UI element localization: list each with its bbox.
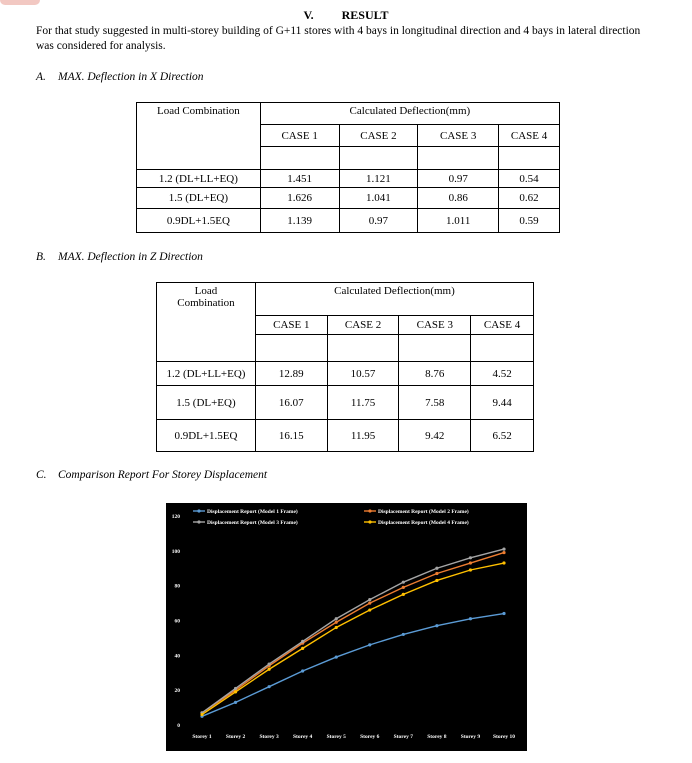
table-cell: 1.041 [339,188,418,209]
data-point [335,655,338,658]
table-cell: 0.9DL+1.5EQ [137,209,261,233]
data-point [402,633,405,636]
table-b-case-1: CASE 1 [255,316,327,335]
table-cell: 7.58 [399,386,471,420]
data-point [368,601,371,604]
table-row [137,209,560,233]
data-point [502,551,505,554]
data-point [234,690,237,693]
table-cell: 16.07 [255,386,327,420]
chart-svg [166,503,527,751]
x-tick-label: Storey 8 [427,734,447,740]
legend-swatch-marker [197,509,200,512]
table-cell: 1.011 [418,209,499,233]
x-tick-label: Storey 1 [192,734,212,740]
table-b-case-4: CASE 4 [471,316,534,335]
table-cell: 1.626 [260,188,339,209]
data-point [469,556,472,559]
data-point [335,621,338,624]
subheading-b [36,251,203,263]
table-row [137,170,560,188]
data-point [469,617,472,620]
data-point [200,713,203,716]
table-row [157,362,534,386]
data-point [435,567,438,570]
subheading-c-label: C. [36,469,47,481]
legend-label: Displacement Report (Model 1 Frame) [207,509,298,515]
subheading-a-label: A. [36,71,46,83]
y-tick-label: 0 [177,723,180,729]
data-point [234,687,237,690]
table-cell: 0.62 [499,188,560,209]
table-a-case-2: CASE 2 [339,125,418,147]
table-cell: 0.59 [499,209,560,233]
y-tick-label: 120 [171,514,180,520]
table-a-header-group: Calculated Deflection(mm) [260,103,559,125]
table-cell: 12.89 [255,362,327,386]
table-b-header-load: Load Combination [157,283,256,362]
storey-displacement-chart [166,503,527,751]
subheading-b-label: B. [36,251,46,263]
page-corner-decoration [0,0,40,5]
x-tick-label: Storey 2 [225,734,246,740]
series-line [202,563,504,715]
data-point [268,685,271,688]
table-cell: 0.9DL+1.5EQ [157,420,256,452]
data-point [268,662,271,665]
table-cell: 1.2 (DL+LL+EQ) [137,170,261,188]
legend-label: Displacement Report (Model 3 Frame) [207,520,298,526]
subheading-c-title: Comparison Report For Storey Displacement [58,469,268,481]
table-cell: 0.97 [339,209,418,233]
table-b-header-group: Calculated Deflection(mm) [255,283,533,316]
table-a-case-1: CASE 1 [260,125,339,147]
data-point [368,643,371,646]
table-cell: 4.52 [471,362,534,386]
data-point [368,598,371,601]
table-row [157,386,534,420]
data-point [469,568,472,571]
data-point [301,669,304,672]
x-tick-label: Storey 3 [259,734,279,740]
table-cell: 9.44 [471,386,534,420]
data-point [435,624,438,627]
table-cell: 9.42 [399,420,471,452]
y-tick-label: 40 [174,653,180,660]
table-cell: 10.57 [327,362,399,386]
table-cell: 1.5 (DL+EQ) [157,386,256,420]
subheading-c [36,469,267,481]
table-row [137,188,560,209]
table-cell: 16.15 [255,420,327,452]
table-a-case-4: CASE 4 [499,125,560,147]
data-point [301,640,304,643]
data-point [301,647,304,650]
section-title: RESULT [341,8,389,22]
table-cell: 0.54 [499,170,560,188]
data-point [502,547,505,550]
legend-label: Displacement Report (Model 4 Frame) [378,520,469,526]
intro-paragraph: For that study suggested in multi-storey building of G+11 stores with 4 bays in longitudinal direction and 4 bays in lateral direction was considered for analysis. [36,25,641,52]
series-line [202,553,504,713]
x-tick-label: Storey 4 [293,734,313,740]
data-point [469,561,472,564]
subheading-a [36,71,204,83]
legend-swatch-marker [197,520,200,523]
data-point [502,561,505,564]
table-b-case-3: CASE 3 [399,316,471,335]
data-point [368,608,371,611]
data-point [335,626,338,629]
legend-label: Displacement Report (Model 2 Frame) [378,509,469,515]
data-point [435,572,438,575]
table-a-header-load: Load Combination [137,103,261,170]
table-cell: 1.451 [260,170,339,188]
subheading-a-title: MAX. Deflection in X Direction [58,71,204,83]
y-tick-label: 100 [171,548,180,555]
table-b-case-2: CASE 2 [327,316,399,335]
table-cell: 0.97 [418,170,499,188]
table-cell: 1.5 (DL+EQ) [137,188,261,209]
data-point [402,593,405,596]
data-point [268,668,271,671]
table-cell: 11.95 [327,420,399,452]
y-tick-label: 60 [174,618,180,625]
y-tick-label: 20 [174,688,180,695]
data-point [402,586,405,589]
legend-swatch-marker [368,520,371,523]
table-row [157,420,534,452]
table-cell: 0.86 [418,188,499,209]
table-cell: 8.76 [399,362,471,386]
x-tick-label: Storey 6 [360,734,380,740]
series-line [202,614,504,717]
table-cell: 6.52 [471,420,534,452]
y-tick-label: 80 [174,583,180,590]
x-tick-label: Storey 7 [393,734,413,740]
section-heading [0,8,692,23]
x-tick-label: Storey 9 [460,734,481,740]
deflection-z-table [156,282,534,452]
data-point [234,701,237,704]
table-cell: 11.75 [327,386,399,420]
data-point [435,579,438,582]
subheading-b-title: MAX. Deflection in Z Direction [58,251,203,263]
table-cell: 1.121 [339,170,418,188]
legend-swatch-marker [368,509,371,512]
section-number: V. [303,8,314,22]
x-tick-label: Storey 10 [492,734,516,740]
data-point [335,617,338,620]
table-cell: 1.2 (DL+LL+EQ) [157,362,256,386]
table-cell: 1.139 [260,209,339,233]
x-tick-label: Storey 5 [326,734,346,740]
deflection-x-table [136,102,560,233]
table-a-case-3: CASE 3 [418,125,499,147]
data-point [402,581,405,584]
data-point [502,612,505,615]
